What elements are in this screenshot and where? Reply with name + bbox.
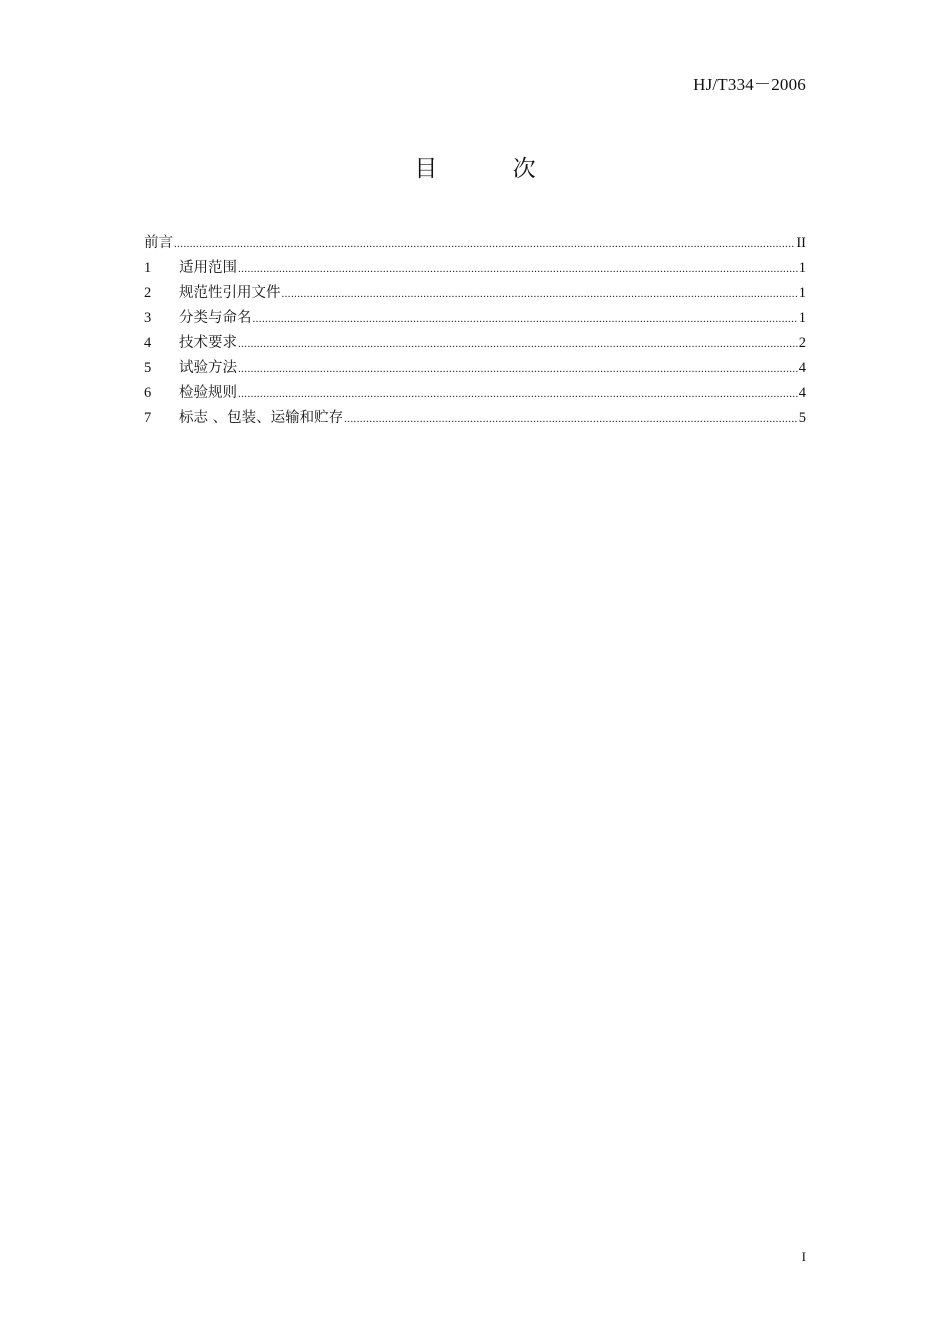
toc-entry-3[interactable] <box>144 306 806 331</box>
page-number: I <box>801 1249 806 1264</box>
toc-entry-number: 3 <box>144 310 152 326</box>
toc-leader-dots <box>238 363 798 375</box>
toc-entry-label: 标志 、包装、运输和贮存 <box>179 410 344 426</box>
toc-entry-page: 1 <box>798 285 806 301</box>
toc-entry-label: 试验方法 <box>179 360 237 376</box>
toc-entry-page: 5 <box>798 410 806 426</box>
toc-entry-number: 7 <box>144 410 152 426</box>
toc-entry-number: 4 <box>144 335 152 351</box>
toc-entry-label: 检验规则 <box>179 385 237 401</box>
toc-entry-label: 分类与命名 <box>179 310 252 326</box>
toc-entry-1[interactable] <box>144 256 806 281</box>
toc-leader-dots <box>344 413 798 425</box>
toc-entry-page: 2 <box>798 335 806 351</box>
toc-leader-dots <box>174 238 795 250</box>
toc-entry-4[interactable] <box>144 331 806 356</box>
toc-entry-7[interactable] <box>144 406 806 431</box>
toc-entry-page: 1 <box>798 260 806 276</box>
toc-entry-label: 技术要求 <box>179 335 237 351</box>
toc-entry-page: II <box>796 235 806 251</box>
toc-entry-number: 5 <box>144 360 152 376</box>
toc-entry-foreword[interactable] <box>144 231 806 256</box>
page-title: 目 次 <box>414 156 570 182</box>
toc-entry-page: 4 <box>798 385 806 401</box>
toc-entry-label: 前言 <box>144 235 173 251</box>
document-code: HJ/T334－2006 <box>693 75 806 94</box>
toc-entry-6[interactable] <box>144 381 806 406</box>
toc-entry-label: 适用范围 <box>179 260 237 276</box>
toc-entry-number: 2 <box>144 285 152 301</box>
toc-entry-label: 规范性引用文件 <box>179 285 281 301</box>
toc-leader-dots <box>238 263 798 275</box>
toc-entry-2[interactable] <box>144 281 806 306</box>
toc-leader-dots <box>238 388 798 400</box>
toc-entry-page: 1 <box>798 310 806 326</box>
toc-leader-dots <box>238 338 798 350</box>
toc-entry-page: 4 <box>798 360 806 376</box>
toc-entry-number: 1 <box>144 260 152 276</box>
toc-entry-5[interactable] <box>144 356 806 381</box>
toc-entry-number: 6 <box>144 385 152 401</box>
toc-leader-dots <box>253 313 798 325</box>
table-of-contents <box>144 231 806 431</box>
toc-leader-dots <box>282 288 798 300</box>
